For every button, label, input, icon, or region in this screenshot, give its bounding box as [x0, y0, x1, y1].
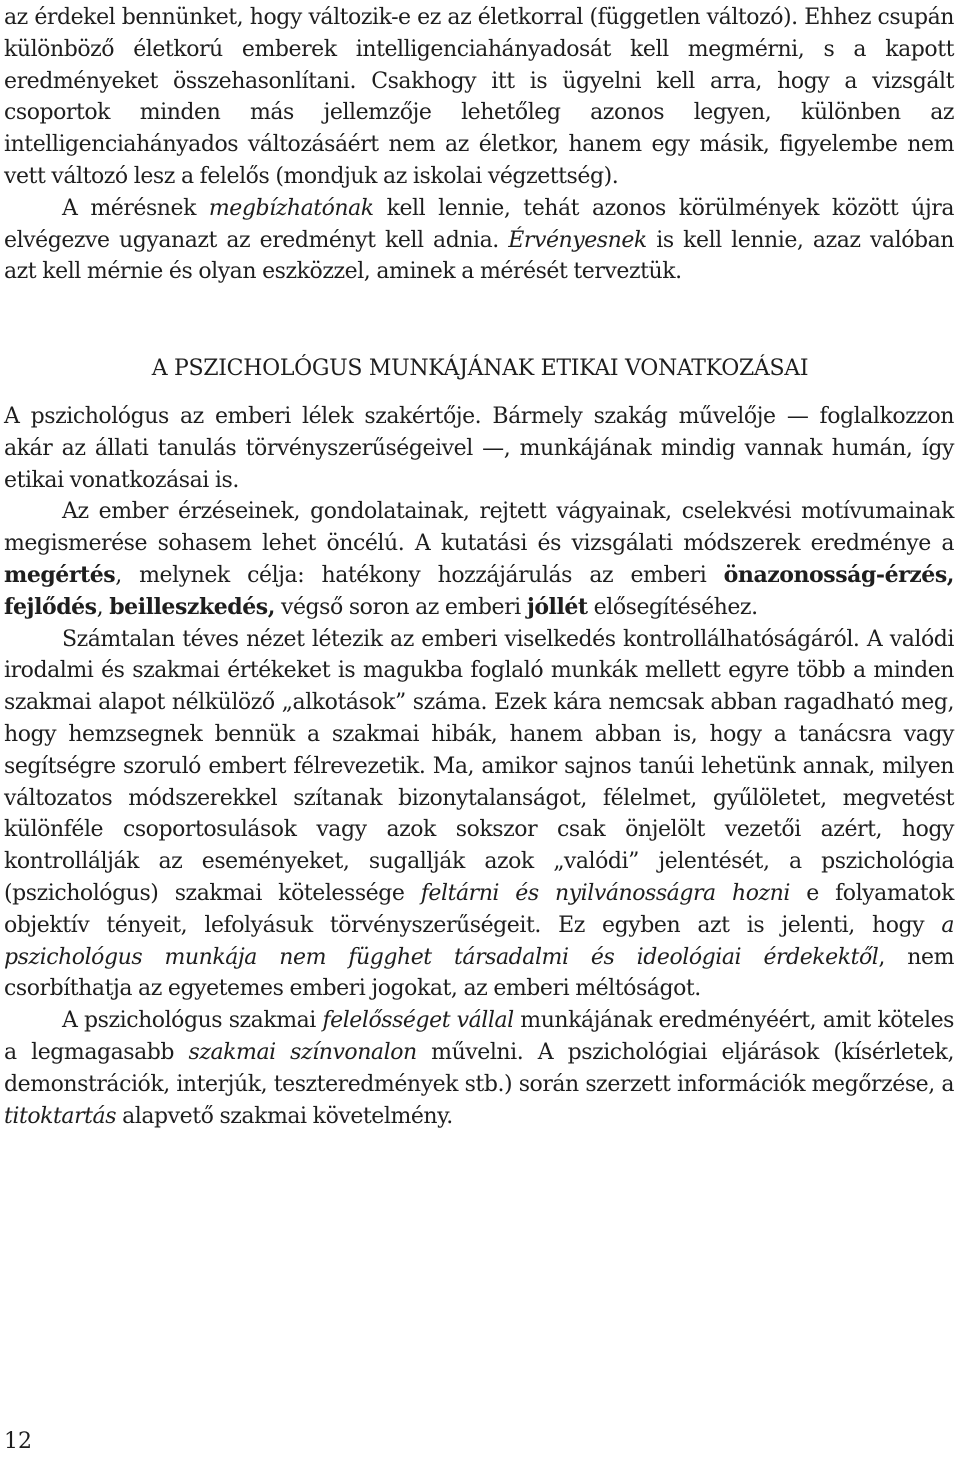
paragraph-2-text-a: A mérésnek	[62, 195, 209, 221]
paragraph-5-text-a: Számtalan téves nézet létezik az emberi viselkedés kontrollálhatóságáról. A valódi irodalmi és szakmai értékeket is magukba foglaló munkák mellett egyre több a minden szakmai alapot nélkülöző „alkotások” száma. Ezek kára nemcsak abban ragadható meg, hogy hemzsegnek bennük a szakmai hibák, hanem abban is, hogy a tanácsra vagy segítségre szoruló embert félrevezetik. Ma, amikor sajnos tanúi lehetünk annak, milyen változatos módszerekkel szítanak bizonytalanságot, félelmet, gyűlöletet, megvetést különféle csoportosulások vagy azok sokszor csak önjelölt vezetői azért, hogy kontrollálják az eseményeket, sugallják azok „valódi” jelentését, a pszichológia (pszichológus) szakmai kötelessége	[4, 626, 954, 906]
bold-megertes: megértés	[4, 561, 116, 588]
emphasis-szinvonalon: szakmai színvonalon	[188, 1039, 417, 1065]
emphasis-feltarni: feltárni és nyilvánosságra hozni	[420, 880, 790, 906]
paragraph-4-text-e: elősegítéséhez.	[587, 594, 758, 620]
paragraph-6-text-a: A pszichológus szakmai	[62, 1008, 323, 1034]
section-1-text	[4, 2, 954, 288]
paragraph-6-text-c: művelni. A pszichológiai eljárások (kísérletek, demonstrációk, interjúk, teszteredmények stb.) során szerzett információk megőrzése, a	[4, 1039, 954, 1097]
emphasis-titoktartas: titoktartás	[4, 1103, 117, 1129]
emphasis-munkaja: a pszichológus munkája nem függhet társadalmi és ideológiai érdekektől	[4, 912, 954, 970]
paragraph-6	[4, 1005, 954, 1132]
bold-beilleszkedes: beilleszkedés,	[109, 593, 275, 620]
paragraph-5-text-c: , nem csorbíthatja az egyetemes emberi jogokat, az emberi méltóságot.	[4, 944, 954, 1002]
paragraph-4-text-d: végső soron az emberi	[274, 594, 527, 620]
paragraph-3-text: A pszichológus az emberi lélek szakértője. Bármely szakág művelője — foglalkozzon akár az állati tanulás törvényszerűségeivel —, munkájának mindig vannak humán, így etikai vonatkozásai is.	[4, 404, 954, 493]
section-heading: A PSZICHOLÓGUS MUNKÁJÁNAK ETIKAI VONATKOZÁSAI	[151, 356, 809, 381]
paragraph-5	[4, 624, 954, 1006]
emphasis-felelosseget: felelősséget vállal	[322, 1008, 514, 1034]
paragraph-2	[4, 193, 954, 288]
paragraph-4-text-a: Az ember érzéseinek, gondolatainak, rejtett vágyainak, cselekvési motívumainak megismerése sohasem lehet öncélú. A kutatási és vizsgálati módszerek eredménye a	[4, 499, 954, 557]
page-number: 12	[4, 1429, 32, 1454]
paragraph-1-text: az érdekel bennünket, hogy változik-e ez az életkorral (független változó). Ehhez csupán különböző életkorú emberek intelligenciahányadosát kell megmérni, s a kapott eredményeket összehasonlítani. Csakhogy itt is ügyelni kell arra, hogy a vizsgált csoportok minden más jellemzője lehetőleg azonos legyen, különben az intelligenciahányados változásáért nem az életkor, hanem egy másik, figyelembe nem vett változó lesz a felelős (mondjuk az iskolai végzettség).	[4, 5, 954, 189]
emphasis-megbizhatonak: megbízhatónak	[208, 195, 374, 221]
paragraph-6-text-d: alapvető szakmai követelmény.	[116, 1103, 453, 1129]
bold-onazonossag: önazonosság-érzés, fejlődés	[4, 561, 954, 620]
paragraph-4	[4, 496, 954, 623]
paragraph-2-text-c: is kell lennie, azaz valóban azt kell mérnie és olyan eszközzel, aminek a mérését terveztük.	[4, 227, 955, 285]
section-2-text	[4, 401, 954, 1132]
paragraph-3	[4, 401, 954, 496]
paragraph-4-text-b: , melynek célja: hatékony hozzájárulás az emberi	[115, 562, 724, 588]
paragraph-4-text-c: ,	[96, 594, 110, 620]
emphasis-ervenyesnek: Érvényesnek	[508, 227, 647, 253]
paragraph-2-text-b: kell lennie, tehát azonos körülmények között újra elvégezve ugyanazt az eredményt kell adnia.	[4, 195, 954, 253]
paragraph-5-text-b: e folyamatok objektív tényeit, lefolyásuk törvényszerűségeit. Ez egyben azt is jelenti, hogy	[4, 880, 954, 938]
paragraph-6-text-b: munkájának eredményéért, amit köteles a legmagasabb	[4, 1008, 954, 1065]
bold-jollet: jóllét	[526, 593, 588, 620]
paragraph-1	[4, 2, 954, 193]
